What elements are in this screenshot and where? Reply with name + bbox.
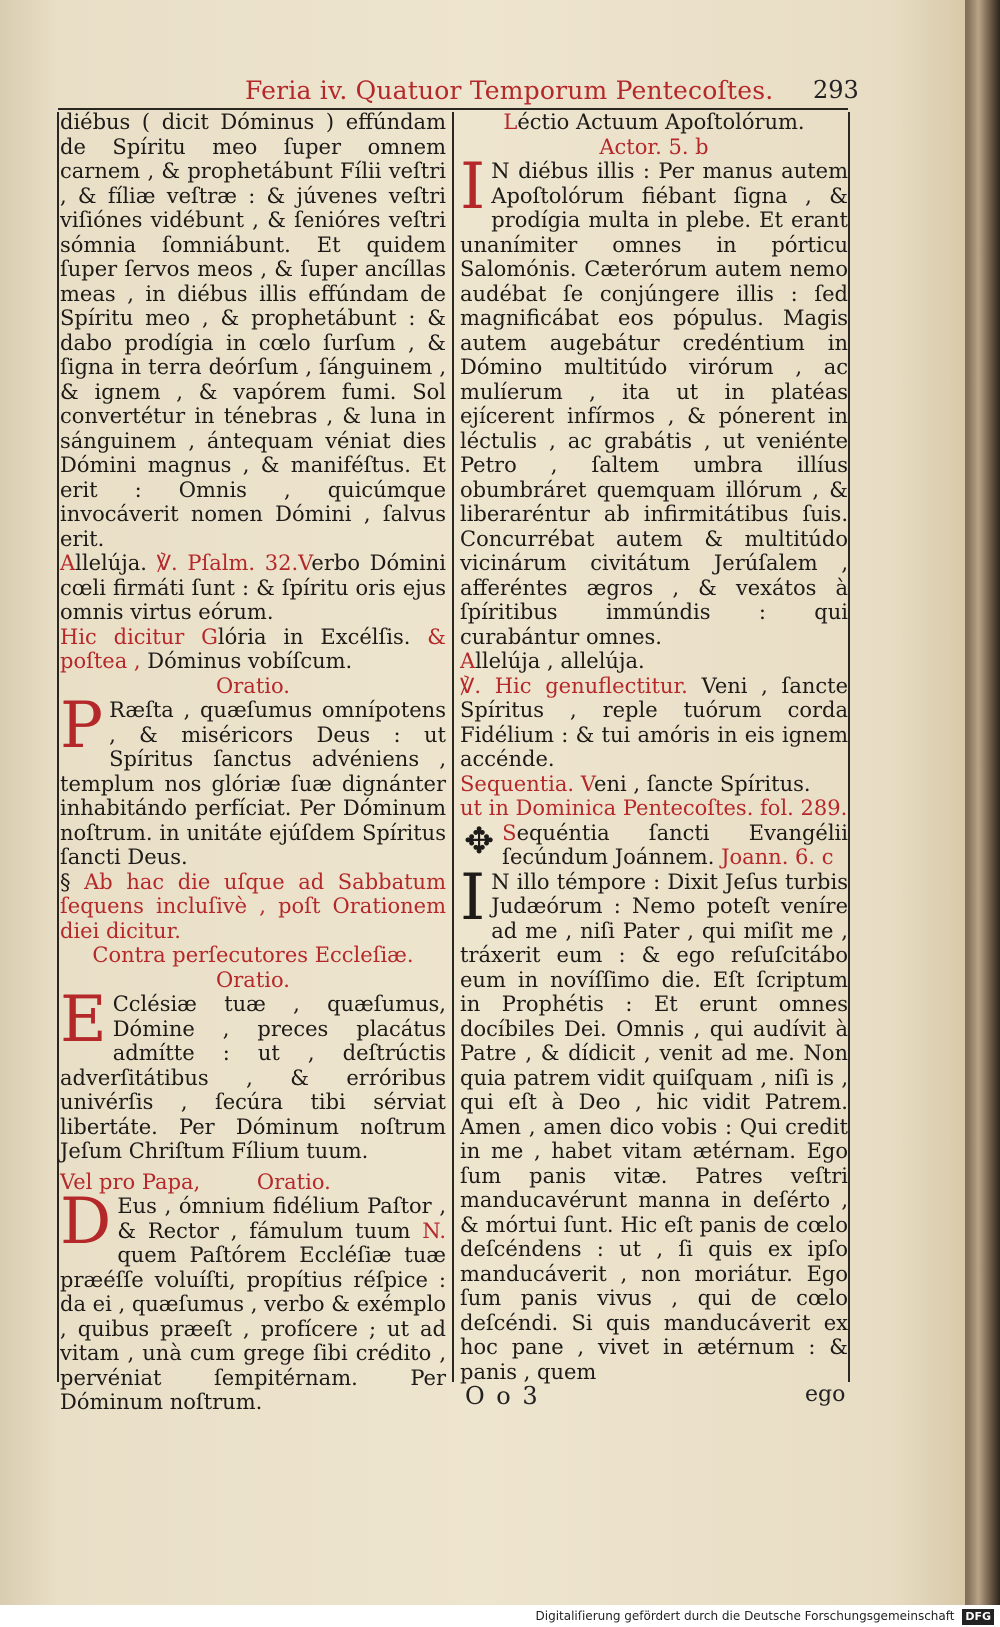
verse-initial: V [298, 551, 312, 575]
rubric-hic-dicitur: Hic dicitur G [60, 624, 218, 649]
alleluia-initial-right: A [460, 649, 476, 673]
alleluia-text-right: llelúja , allelúja. [475, 649, 645, 673]
section-mark: § [60, 869, 71, 894]
drop-cap-i-lectio: I [460, 150, 486, 224]
lectio-text: N diébus illis : Per manus autem Apoſtolórum fiébant ſigna , & prodígia multa in plebe. Et erant unanímiter omnes in pórticu Salomónis. Cæterórum autem nemo audébat ſe conjúngere illis : ſed magnificábat eos pópulus. Magis autem augebátur credéntium in Dómino multitúdo virórum , ac mulíerum , ita ut in platéas ejícerent infírmos , & pónerent in léctulis , ac grabátis , ut veniénte Petro , ſaltem umbra illíus obumbráret quemquam illórum , & liberaréntur ab infirmitátibus ſuis. Concurrébat autem & multitúdo vicinárum civitátum Jerúſalem , afferéntes ægros , & vexátos à ſpíritibus immúndis : qui curabántur omnes. [460, 159, 848, 649]
lectio-heading [460, 110, 848, 135]
drop-cap-d: D [60, 1185, 112, 1259]
signature-mark: O o 3 [465, 1382, 540, 1410]
genuflect-rubric: ℣. Hic genuflectitur. [460, 673, 688, 698]
gospel-text: N illo témpore : Dixit Jeſus turbis Judæórum : Nemo poteſt veníre ad me , niſi Pater , qui miſit me , tráxerit eum : & ego reſuſcitábo eum in novíſſimo die. Eſt ſcriptum in Prophétis : Et erunt omnes docíbiles Dei. Omnis , qui audívit à Patre , & dídicit , venit ad me. Non quia patrem vidit quiſquam , niſi is , qui eſt à Deo , hic vidit Patrem. Amen , amen dico vobis : Qui credit in me , habet vitam ætérnam. Ego ſum panis vitæ. Patres veſtri manducavérunt manna in deſérto , & mórtui ſunt. Hic eſt panis de cœlo deſcéndens : ut , ſi quis ex ipſo manducáverit , non moriátur. Ego ſum panis vivus , qui de cœlo deſcéndi. Si quis manducáverit ex hoc pane , vivet in ætérnum : & panis , quem [460, 869, 848, 1384]
dfg-logo: DFG [962, 1609, 994, 1625]
oratio-1-text: Ræſta , quæſumus omnípotens , & miséricors Deus : ut Spíritus ſanctus advéniens , templum nos glóriæ ſuæ dignánter inhabitándo perfíciat. Per Dóminum noſtrum. in unitáte ejúſdem Spíritus ſancti Deus. [60, 698, 446, 869]
oratio-heading-1: Oratio. [216, 673, 290, 698]
sequentia-text: eni , ſancte Spíritus. [594, 771, 811, 796]
oratio-1 [60, 689, 446, 870]
lectio-reference: Actor. 5. b [599, 134, 709, 159]
cross-ornament-icon: ✥ [464, 820, 495, 862]
name-placeholder-n: N. [422, 1218, 446, 1243]
digitization-note: Digitaliſierung gefördert durch die Deutsche Forschungsgemeinschaft [535, 1609, 955, 1623]
oratio-heading-3: Oratio. [256, 1169, 331, 1194]
drop-cap-e: E [60, 983, 107, 1057]
oratio-heading-2: Oratio. [216, 967, 290, 992]
alleluia-word: llelúja. [75, 551, 147, 575]
oratio-3 [60, 1185, 446, 1415]
vel-pro-papa: Vel pro Papa, [60, 1169, 201, 1194]
column-divider-rule [452, 112, 454, 1382]
dominus-vobiscum: Dóminus vobíſcum. [147, 649, 353, 673]
oratio-2-text: Cclésiæ tuæ , quæſumus, Dómine , preces placátus admítte : ut , deſtrúctis adverſitátibus , & erróribus univérſis , ſecúra tibi sérviat libertáte. Per Dóminum noſtrum Jeſum Chriſtum Fílium tuum. [60, 992, 446, 1163]
rubric-ab-hac-die-text: Ab hac die uſque ad Sabbatum ſequens incluſivè , poſt Orationem diei dicitur. [60, 869, 446, 943]
drop-cap-p: P [60, 689, 104, 763]
gloria-rubric-line [60, 625, 446, 674]
sequentia-line [460, 772, 848, 797]
alleluia-right [460, 649, 848, 674]
verse-text: erbo Dómini cœli firmáti ſunt : & ſpíritu oris ejus omnis virtus eórum. [60, 551, 446, 624]
digitization-credit [0, 1605, 1000, 1627]
left-column [60, 110, 446, 1415]
sequentia-label: Sequentia. [460, 771, 575, 796]
rubric-et-postea: & poſtea , [60, 624, 446, 673]
contra-persecutores-heading: Contra perſecutores Eccleſiæ. [92, 943, 414, 967]
alleluia-initial: A [60, 551, 76, 575]
running-title: Feria iv. Quatuor Temporum Pentecoſtes. [245, 76, 774, 105]
page-number: 293 [813, 76, 859, 104]
vel-pro-papa-line [60, 1170, 446, 1195]
rubric-ab-hac-die [60, 870, 446, 944]
veni-sancte-verse [460, 674, 848, 772]
gospel-initial: S [502, 820, 517, 845]
sequentia-reference: ut in Dominica Pentecoſtes. fol. 289. [460, 796, 848, 820]
alleluia-verse [60, 551, 446, 625]
lectio [460, 150, 848, 649]
right-border-rule [848, 112, 850, 1382]
running-header [0, 76, 965, 112]
catchword: ego [805, 1382, 846, 1407]
gospel-reference: Joann. 6. c [721, 845, 834, 869]
gospel [460, 860, 848, 1385]
left-border-rule [57, 112, 59, 1382]
lectio-initial: L [503, 110, 518, 134]
prophecy-text: diébus ( dicit Dóminus ) effúndam de Spíritu meo ſuper omnem carnem , & prophetábunt Fílii veſtri , & fíliæ veſtræ : & júvenes veſtri viſiónes vidébunt , & ſenióres veſtri sómnia ſomniábunt. Et quidem ſuper ſervos meos , & ſuper ancíllas meas , in diébus illis effúndam de Spíritu meo , & prophetábunt : & dabo prodígia in cœlo ſurſum , & ſigna in terra deórſum , ſánguinem , & ignem , & vapórem fumi. Sol convertétur in ténebras , & luna in sánguinem , ántequam véniat dies Dómini magnus , & maniféſtus. Et erit : Omnis , quicúmque invocáverit nomen Dómini , ſalvus erit. [60, 110, 446, 551]
oratio-3-text-a: Eus , ómnium fidélium Paſtor , & Rector , fámulum tuum [117, 1194, 446, 1243]
gloria-text: lória in Excélſis. [217, 624, 411, 649]
oratio-3-text-b: quem Paſtórem Eccléſiæ tuæ præéſſe voluíſti, propítius réſpice : da ei , quæſumus , verbo & exémplo , quibus præeſt , profícere ; ut ad vitam , unà cum grege ſibi crédito , pervéniat ſempitérnam. Per Dóminum noſtrum. [60, 1243, 446, 1414]
gospel-heading-text: equéntia ſancti Evangélii ſecúndum Joánnem. [502, 820, 848, 869]
sequentia-initial: V [580, 771, 595, 796]
drop-cap-i-gospel: I [460, 860, 486, 935]
gospel-heading [460, 821, 848, 870]
right-column [460, 110, 848, 1384]
veni-sancte-text: Veni , ſancte Spíritus , reple tuórum corda Fidélium : & tui amóris in eis ignem accénde. [460, 673, 848, 771]
psalm-reference: ℣. Pſalm. 32. [156, 551, 299, 575]
oratio-2 [60, 983, 446, 1164]
lectio-heading-text: éctio Actuum Apoſtolórum. [517, 110, 805, 134]
